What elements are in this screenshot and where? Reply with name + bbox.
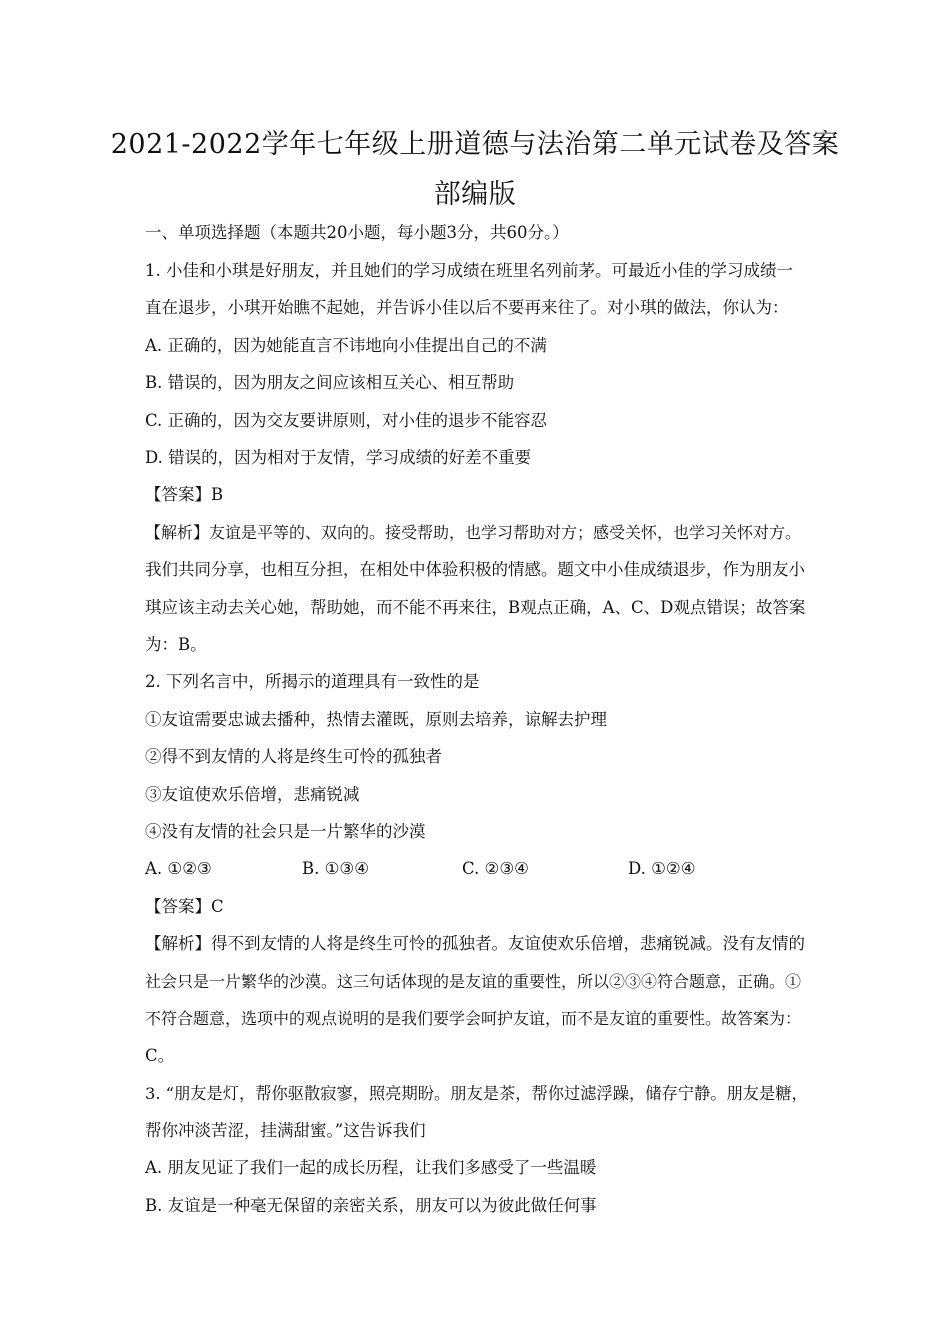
q1-option-d: D. 错误的，因为相对于友情，学习成绩的好差不重要 bbox=[145, 448, 532, 467]
document-title-line2: 部编版 bbox=[433, 179, 517, 210]
q1-option-c: C. 正确的，因为交友要讲原则，对小佳的退步不能容忍 bbox=[145, 411, 548, 430]
q2-answer: 【答案】C bbox=[145, 897, 224, 916]
q1-option-a: A. 正确的，因为她能直言不讳地向小佳提出自己的不满 bbox=[145, 336, 547, 355]
q1-analysis-line4: 为：B。 bbox=[145, 635, 207, 654]
q2-option-d: D. ①②④ bbox=[628, 859, 696, 878]
q3-stem-line1: 3. “朋友是灯，帮你驱散寂寥，照亮期盼。朋友是茶，帮你过滤浮躁，储存宁静。朋友是糖， bbox=[145, 1084, 808, 1103]
q1-stem-line1: 1. 小佳和小琪是好朋友，并且她们的学习成绩在班里名列前茅。可最近小佳的学习成绩一 bbox=[145, 261, 793, 280]
q1-stem-line2: 直在退步，小琪开始瞧不起她，并告诉小佳以后不要再来往了。对小琪的做法，你认为： bbox=[145, 298, 789, 317]
q1-analysis-line3: 琪应该主动去关心她，帮助她，而不能不再来往，B观点正确，A、C、D观点错误；故答案 bbox=[145, 598, 806, 617]
section-heading: 一、单项选择题（本题共20小题，每小题3分，共60分。） bbox=[145, 223, 569, 242]
q1-analysis-line2: 我们共同分享，也相互分担，在相处中体验积极的情感。题文中小佳成绩退步，作为朋友小 bbox=[145, 560, 805, 579]
q3-option-a: A. 朋友见证了我们一起的成长历程，让我们多感受了一些温暖 bbox=[145, 1158, 597, 1177]
q3-option-b: B. 友谊是一种毫无保留的亲密关系，朋友可以为彼此做任何事 bbox=[145, 1196, 597, 1215]
q2-stem: 2. 下列名言中，所揭示的道理具有一致性的是 bbox=[145, 672, 480, 691]
q1-option-b: B. 错误的，因为朋友之间应该相互关心、相互帮助 bbox=[145, 373, 515, 392]
q1-answer: 【答案】B bbox=[145, 485, 224, 504]
q2-analysis-line4: C。 bbox=[145, 1046, 175, 1065]
q2-item-1: ①友谊需要忠诚去播种，热情去灌既，原则去培养，谅解去护理 bbox=[145, 710, 607, 729]
q3-stem-line2: 帮你冲淡苦涩，挂满甜蜜。”这告诉我们 bbox=[145, 1121, 426, 1140]
q2-option-a: A. ①②③ bbox=[145, 859, 212, 878]
document-title-line1: 2021-2022学年七年级上册道德与法治第二单元试卷及答案 bbox=[110, 129, 840, 160]
q2-analysis-line2: 社会只是一片繁华的沙漠。这三句话体现的是友谊的重要性，所以②③④符合题意，正确。① bbox=[145, 972, 802, 991]
q2-item-3: ③友谊使欢乐倍增，悲痛锐减 bbox=[145, 785, 360, 804]
q2-analysis-line3: 不符合题意，选项中的观点说明的是我们要学会呵护友谊，而不是友谊的重要性。故答案为： bbox=[145, 1009, 802, 1028]
q2-option-c: C. ②③④ bbox=[462, 859, 529, 878]
q2-option-b: B. ①③④ bbox=[302, 859, 369, 878]
q2-item-2: ②得不到友情的人将是终生可怜的孤独者 bbox=[145, 747, 442, 766]
q2-analysis-line1: 【解析】得不到友情的人将是终生可怜的孤独者。友谊使欢乐倍增，悲痛锐减。没有友情的 bbox=[145, 934, 805, 953]
q2-item-4: ④没有友情的社会只是一片繁华的沙漠 bbox=[145, 822, 426, 841]
q1-analysis-line1: 【解析】友谊是平等的、双向的。接受帮助，也学习帮助对方；感受关怀，也学习关怀对方。 bbox=[145, 523, 802, 542]
